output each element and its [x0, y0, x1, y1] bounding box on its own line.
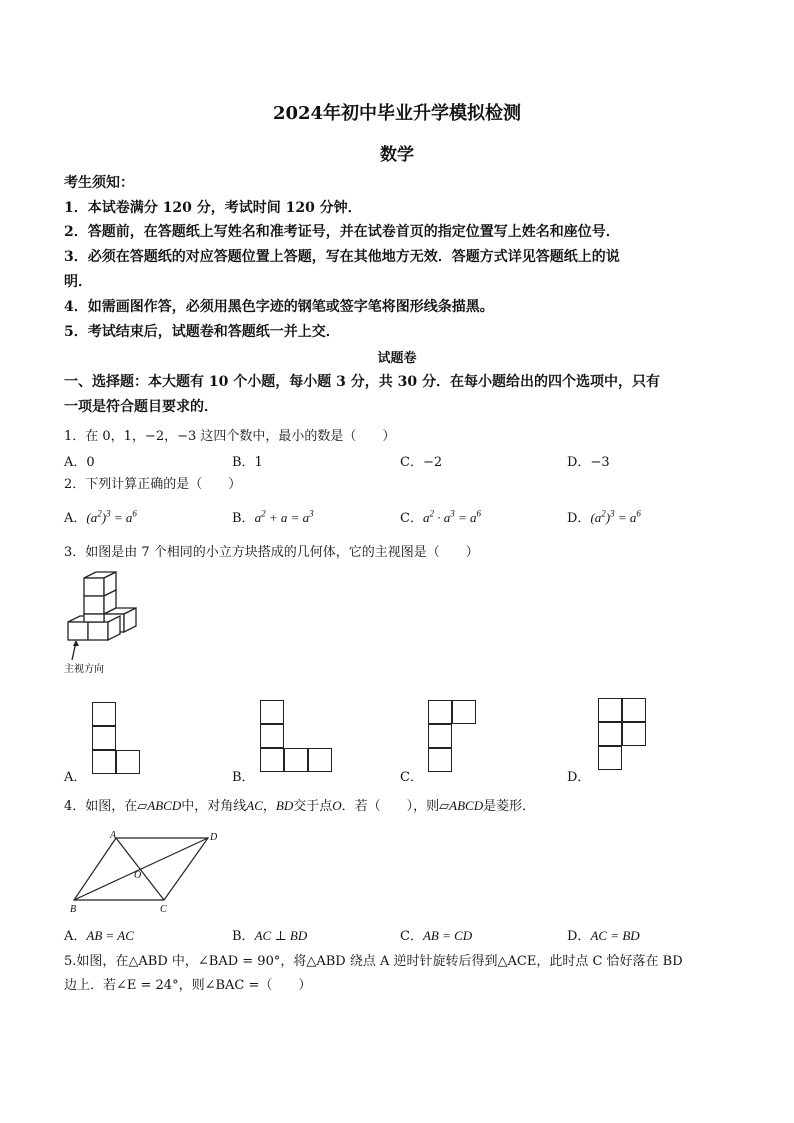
notice-item: 4．如需画图作答，必须用黑色字迹的钢笔或签字笔将图形线条描黑。 — [64, 299, 494, 315]
q3-option-c-figure — [428, 700, 488, 778]
q3-option-c: C． — [400, 770, 423, 785]
exam-title: 2024年初中毕业升学模拟检测 — [272, 103, 522, 124]
q3-cube-figure — [62, 568, 142, 678]
q2-option-a: A．$(a^2)^3 = a^6$ — [64, 508, 137, 526]
notice-item: 明． — [64, 274, 92, 290]
q4-point-c: C — [160, 904, 167, 914]
q3-option-a: A． — [64, 770, 87, 785]
q4-option-d: D．AC = BD — [567, 928, 640, 944]
notice-item: 5．考试结束后，试题卷和答题纸一并上交． — [64, 324, 340, 340]
section1-line2: 一项是符合题目要求的． — [64, 399, 218, 415]
q3-stem: 3．如图是由 7 个相同的小立方块搭成的几何体，它的主视图是（ ） — [64, 545, 479, 560]
q4-point-o: O — [134, 870, 142, 881]
q3-option-a-figure — [92, 702, 152, 780]
q3-option-b-figure — [260, 700, 340, 778]
q4-point-b: B — [70, 904, 77, 914]
q2-option-c: C．$a^2 \cdot a^3 = a^6$ — [400, 508, 481, 526]
q1-option-a: A．0 — [64, 455, 95, 470]
q4-option-c: C．AB = CD — [400, 928, 473, 944]
notice-item: 2．答题前，在答题纸上写姓名和准考证号，并在试卷首页的指定位置写上姓名和座位号． — [64, 224, 620, 240]
section1-line1: 一、选择题：本大题有 10 个小题，每小题 3 分，共 30 分．在每小题给出的四个选项中，只有 — [64, 374, 660, 390]
q1-stem: 1．在 0，1，−2，−3 这四个数中，最小的数是（ ） — [64, 429, 396, 444]
notice-item: 1．本试卷满分 120 分，考试时间 120 分钟． — [64, 200, 362, 216]
q2-option-d: D．$(a^2)^3 = a^6$ — [567, 508, 641, 526]
q4-stem: 4．如图，在▱ABCD中，对角线AC，BD交于点O．若（ ），则▱ABCD是菱形． — [64, 798, 536, 814]
subject-title: 数学 — [380, 145, 414, 165]
notice-heading: 考生须知： — [64, 175, 134, 191]
q5-stem-line2: 边上．若∠E = 24°，则∠BAC =（ ） — [64, 978, 312, 993]
q5-stem-line1: 5.如图，在△ABD 中，∠BAD = 90°，将△ABD 绕点 A 逆时针旋转后得到△ACE，此时点 C 恰好落在 BD — [64, 954, 683, 969]
q4-point-d: D — [210, 832, 218, 843]
q1-option-b: B．1 — [232, 455, 263, 470]
q1-option-c: C．−2 — [400, 455, 443, 470]
q3-option-b: B． — [232, 770, 255, 785]
q2-stem: 2．下列计算正确的是（ ） — [64, 477, 242, 492]
q4-option-b: B．AC ⊥ BD — [232, 928, 308, 944]
q4-parallelogram-figure — [60, 828, 230, 914]
q4-point-a: A — [110, 830, 117, 841]
q3-view-direction-label: 主视方向 — [64, 664, 104, 675]
paper-label: 试题卷 — [377, 351, 417, 366]
notice-item: 3．必须在答题纸的对应答题位置上答题，写在其他地方无效．答题方式详见答题纸上的说 — [64, 249, 620, 265]
q1-option-d: D．−3 — [567, 455, 610, 470]
q4-option-a: A．AB = AC — [64, 928, 134, 944]
q3-option-d-figure — [598, 698, 658, 776]
q2-option-b: B．$a^2 + a = a^3$ — [232, 508, 314, 526]
q3-option-d: D． — [567, 770, 591, 785]
